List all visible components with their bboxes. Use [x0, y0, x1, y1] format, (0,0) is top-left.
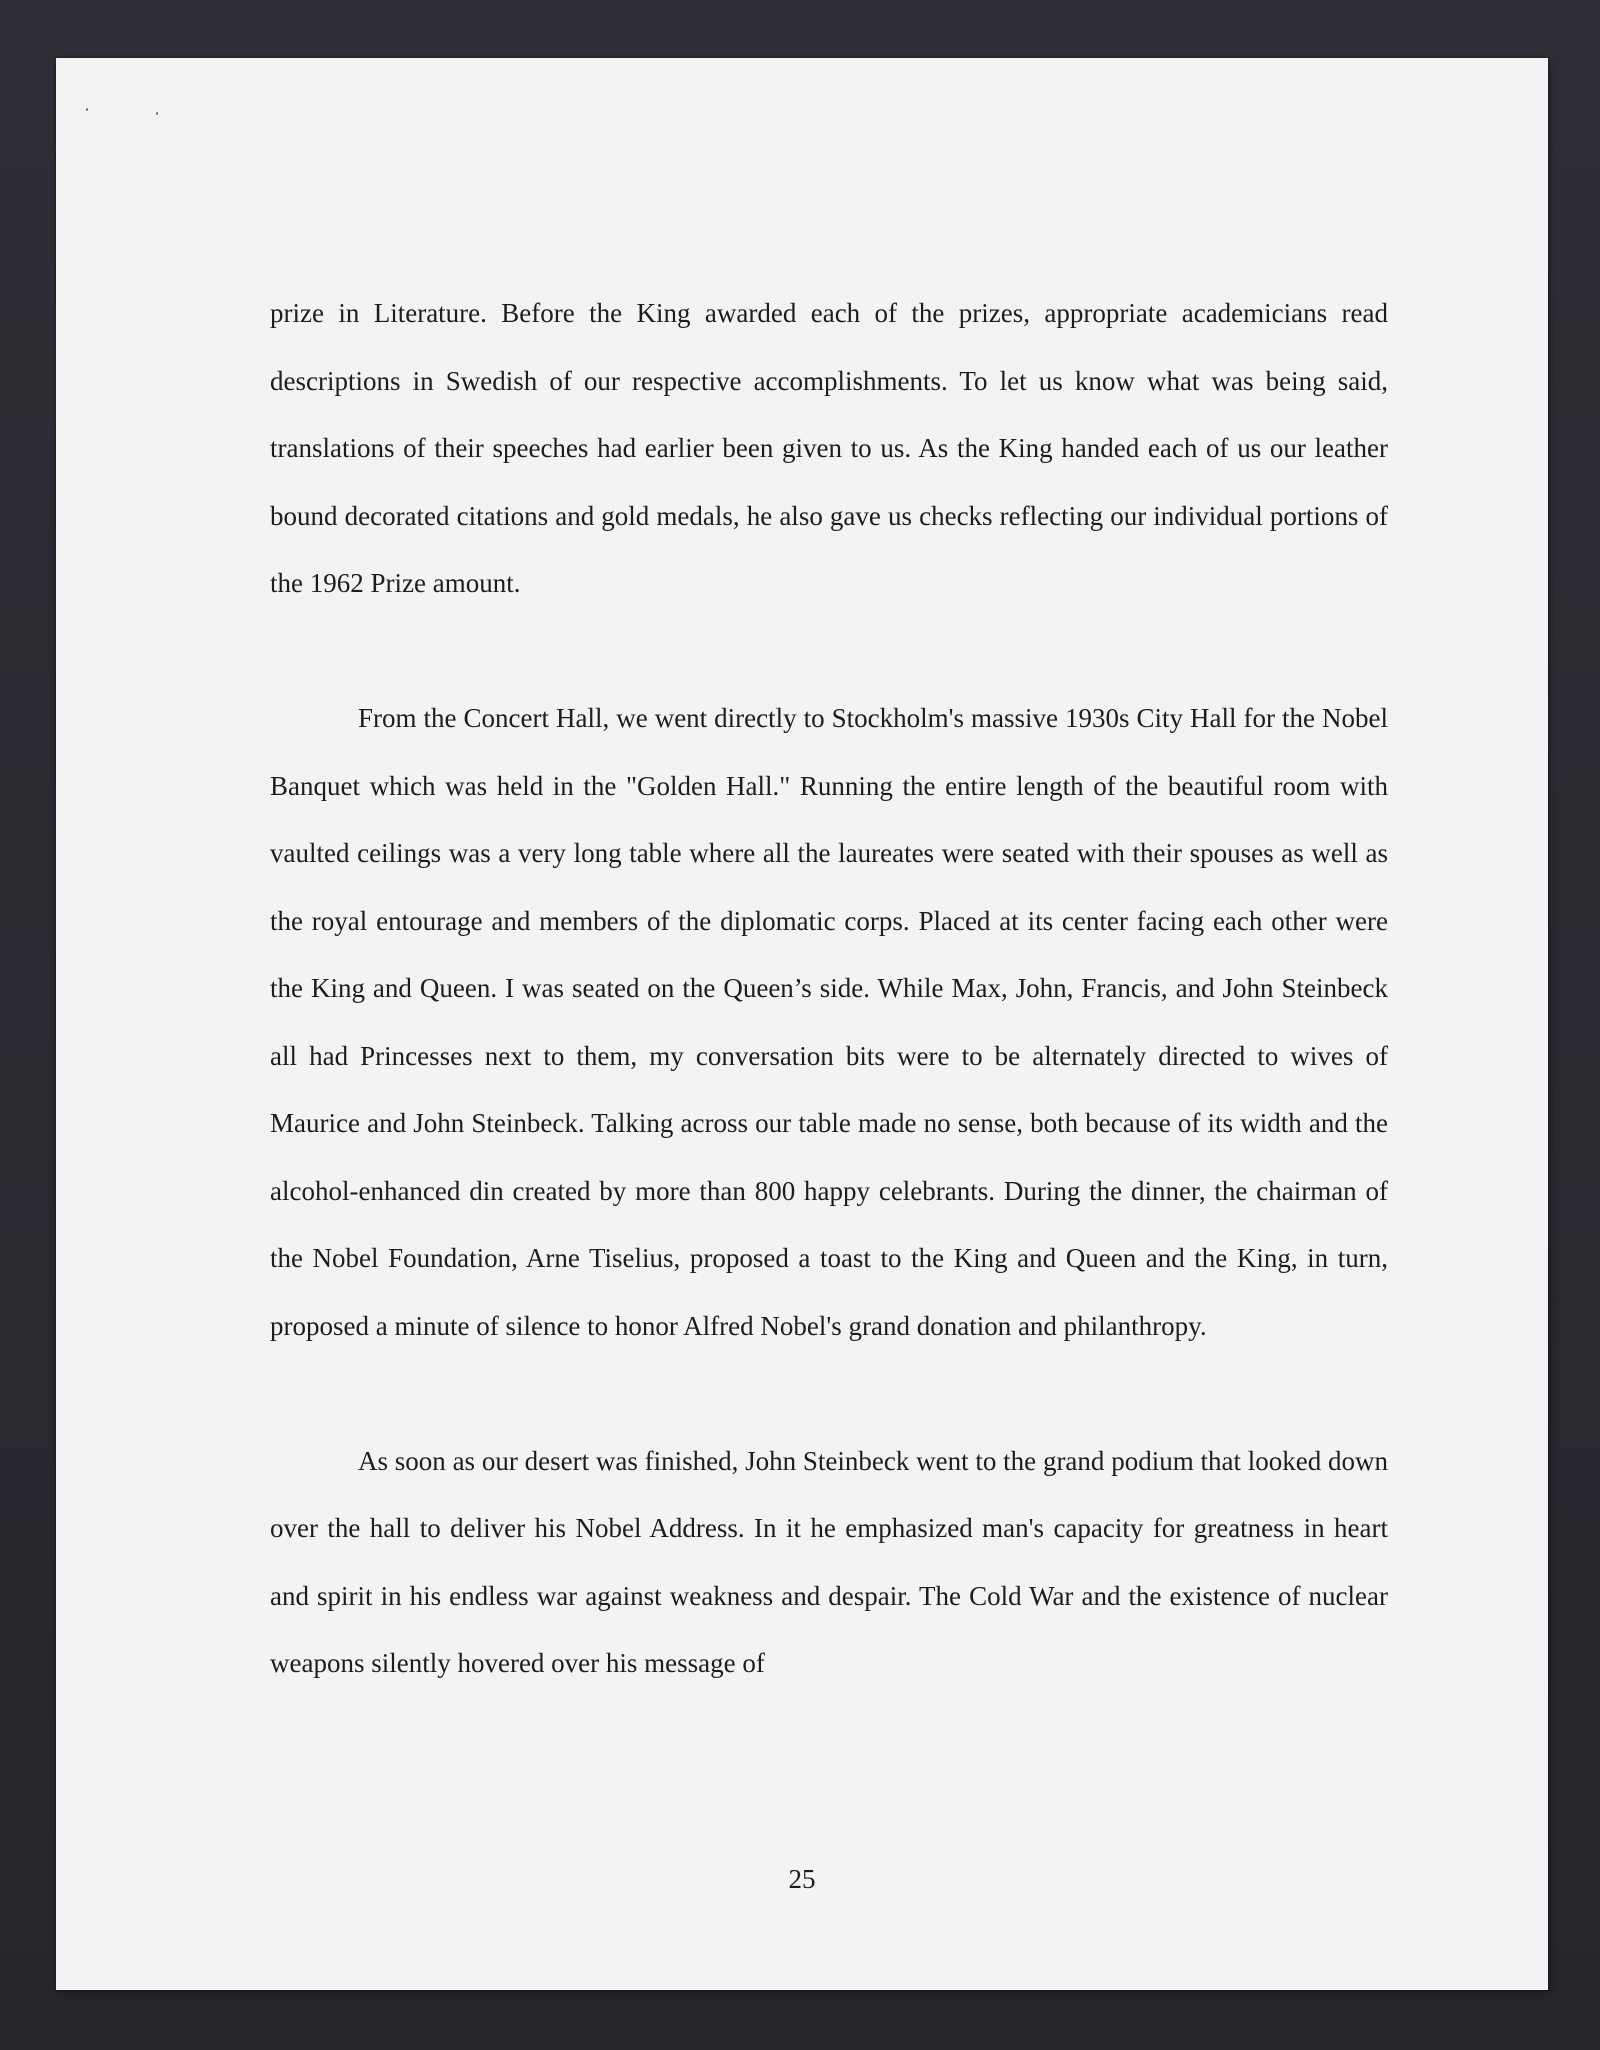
- document-page: [56, 58, 1548, 1990]
- body-text: [270, 280, 1388, 1698]
- paragraph-3: As soon as our desert was finished, John Steinbeck went to the grand podium that looked down over the hall to deliver his Nobel Address. In it he emphasized man's capacity for greatness in heart and spirit in his endless war against weakness and despair. The Cold War and the existence of nuclear weapons silently hovered over his message of: [270, 1445, 1388, 1678]
- paragraph-spacer: [270, 618, 1388, 686]
- paragraph-1: prize in Literature. Before the King awarded each of the prizes, appropriate academicians read descriptions in Swedish of our respective accomplishments. To let us know what was being said, translations of their speeches had earlier been given to us. As the King handed each of us our leather bound decorated citations and gold medals, he also gave us checks reflecting our individual portions of the 1962 Prize amount.: [270, 298, 1388, 598]
- paragraph-2: From the Concert Hall, we went directly to Stockholm's massive 1930s City Hall for the Nobel Banquet which was held in the "Golden Hall." Running the entire length of the beautiful room with vaulted ceilings was a very long table where all the laureates were seated with their spouses as well as the royal entourage and members of the diplomatic corps. Placed at its center facing each other were the King and Queen. I was seated on the Queen’s side. While Max, John, Francis, and John Steinbeck all had Princesses next to them, my conversation bits were to be alternately directed to wives of Maurice and John Steinbeck. Talking across our table made no sense, both because of its width and the alcohol-enhanced din created by more than 800 happy celebrants. During the dinner, the chairman of the Nobel Foundation, Arne Tiselius, proposed a toast to the King and Queen and the King, in turn, proposed a minute of silence to honor Alfred Nobel's grand donation and philanthropy.: [270, 703, 1388, 1341]
- paper-speck: [86, 108, 88, 111]
- page-number: 25: [788, 1864, 816, 1894]
- paper-speck: [156, 112, 158, 115]
- paragraph-spacer: [270, 1360, 1388, 1428]
